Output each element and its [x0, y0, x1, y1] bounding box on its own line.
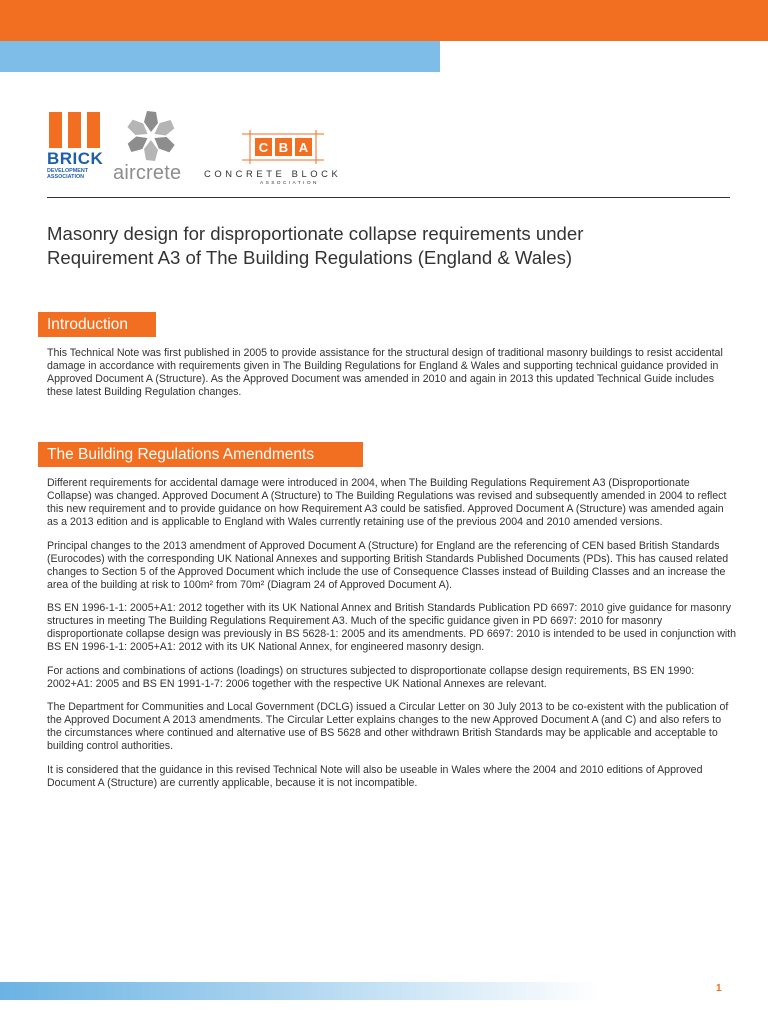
section-heading-amendments: The Building Regulations Amendments: [38, 442, 363, 467]
footer-gradient-band: [0, 982, 600, 1000]
paragraph: This Technical Note was first published in 2005 to provide assistance for the structural design of traditional masonry buildings to resist accidental damage in accordance with requirements given in The Building Regulations for England & Wales and supporting technical guidance provided in Approved Document A (Structure). As the Approved Document was amended in 2010 and again in 2013 this updated Technical Guide includes these latest Building Regulation changes.: [47, 347, 723, 398]
header-orange-band: [0, 0, 768, 41]
amendments-body: [47, 477, 737, 800]
aircrete-star-icon: [119, 108, 183, 164]
paragraph: The Department for Communities and Local Government (DCLG) issued a Circular Letter on 30 July 2013 to be co-existent with the publication of the Approved Document A 2013 amendments. The Circular Letter explains changes to the new Approved Document A (and C) and also refers to the circumstances where continued and alternative use of BS 5628 and other withdrawn British Standards may be applicable and acceptable to building control authorities.: [47, 701, 729, 752]
cba-letter: A: [298, 140, 309, 155]
aircrete-logo-name: aircrete: [113, 162, 182, 184]
cba-logo-name: CONCRETE BLOCK: [204, 168, 342, 179]
cba-letter: C: [258, 140, 269, 155]
cba-logo-mark: [202, 130, 362, 166]
paragraph: For actions and combinations of actions (loadings) on structures subjected to disproportionate collapse design requirements, BS EN 1990: 2002+A1: 2005 and BS EN 1991-1-7: 2006 together with the respective UK National Annexes are relevant.: [47, 664, 695, 690]
section-heading-introduction: Introduction: [38, 312, 156, 337]
paragraph: BS EN 1996-1-1: 2005+A1: 2012 together with its UK National Annex and British Standards Publication PD 6697: 2010 give guidance for masonry structures in meeting The Building Regulations Requirement A3. Much of the specific guidance given in PD 6697: 2010 for masonry disproportionate collapse design was previously in BS 5628-1: 2005 and its amendments. PD 6697: 2010 is intended to be used in conjunction with BS EN 1996-1-1: 2005+A1: 2012 with its UK National Annex, for engineered masonry design.: [47, 602, 737, 653]
paragraph: It is considered that the guidance in this revised Technical Note will also be useable in Wales where the 2004 and 2010 editions of Approved Document A (Structure) are currently applicable, because it is not incompatible.: [47, 763, 703, 789]
cba-logo-subtitle: ASSOCIATION: [260, 181, 319, 186]
bda-logo-name: BRICK: [47, 149, 104, 168]
header-divider: [47, 197, 730, 198]
header-blue-band: [0, 41, 440, 72]
brick-development-association-logo: [47, 112, 103, 188]
bda-logo-subtitle: DEVELOPMENT ASSOCIATION: [47, 168, 89, 181]
concrete-block-association-logo: [202, 130, 362, 190]
page-number: 1: [716, 983, 722, 994]
document-title: Masonry design for disproportionate collapse requirements under Requirement A3 of The Building Regulations (England & Wales): [47, 223, 584, 268]
paragraph: Principal changes to the 2013 amendment of Approved Document A (Structure) for England are the referencing of CEN based British Standards (Eurocodes) with the corresponding UK National Annexes and supporting British Standards Published Documents (PDs). This has caused related changes to Section 5 of the Approved Document which include the use of Consequence Classes instead of Building Classes and an increase the area of the building at risk to 100m² from 70m² (Diagram 24 of Approved Document A).: [47, 539, 729, 591]
bda-logo-bars: [49, 112, 101, 148]
paragraph: Different requirements for accidental damage were introduced in 2004, when The Building Regulations Requirement A3 (Disproportionate Collapse) was changed. Approved Document A (Structure) to The Building Regulations was revised and subsequently amended in 2004 to reflect this new requirement and to provide guidance on how Requirement A3 could be satisfied. Approved Document A (Structure) was amended again as a 2013 edition and is applicable to England with Wales currently retaining use of the previous 2004 and 2010 amended versions.: [47, 477, 727, 528]
partner-logos: [47, 104, 367, 194]
cba-letter: B: [278, 140, 289, 155]
introduction-body: [47, 347, 737, 410]
aircrete-logo: [113, 106, 189, 192]
